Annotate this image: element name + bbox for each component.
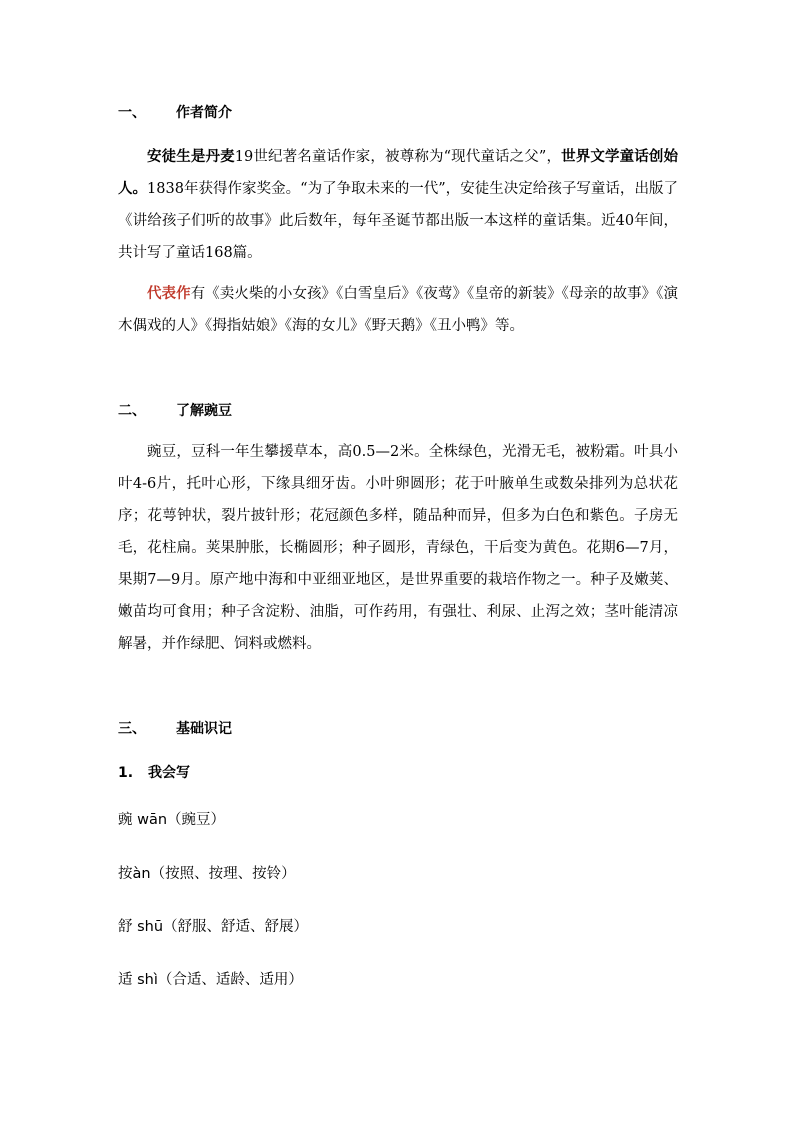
section-title: 了解豌豆: [176, 403, 232, 419]
subheading-title: 我会写: [148, 765, 190, 781]
pea-paragraph: [118, 436, 678, 660]
section-title: 作者简介: [176, 105, 232, 121]
section-number: 三、: [118, 721, 146, 737]
subheading-i-can-write: [118, 762, 190, 782]
author-text-a: 19世纪著名童话作家，被尊称为“现代童话之父”，: [234, 149, 562, 165]
representative-works-label: 代表作: [147, 285, 191, 302]
author-paragraph: [118, 141, 678, 269]
subheading-number: 1.: [118, 765, 134, 781]
vocab-item: 适 shì（合适、适龄、适用）: [118, 972, 303, 988]
section-number: 二、: [118, 403, 146, 419]
pea-text: ，豆科一年生攀援草本，高0.5—2米。全株绿色，光滑无毛，被粉霜。叶具小叶4-6片，托叶心形，下缘具细牙齿。小叶卵圆形；花于叶腋单生或数朵排列为总状花序；花萼钟状，裂片披针形；花冠颜色多样，随品种而异，但多为白色和紫色。子房无毛，花柱扁。荚果肿胀，长椭圆形；种子圆形，青绿色，干后变为黄色。花期6—7月，果期7—9月。原产地中海和中亚细亚地区，是世界重要的栽培作物之一。种子及嫩荚、嫩苗均可食用；种子含淀粉、油脂，可作药用，有强壮、利尿、止泻之效；茎叶能清凉解暑，并作绿肥、饲料或燃料。: [118, 444, 678, 652]
author-text-b: 1838年获得作家奖金。“为了争取未来的一代”，安徒生决定给孩子写童话，出版了《讲给孩子们听的故事》此后数年，每年圣诞节都出版一本这样的童话集。近40年间，共计写了童话168篇。: [118, 181, 678, 261]
section-heading-pea: [118, 400, 232, 420]
author-bold-title: 世界文学童话创始人。: [118, 148, 679, 197]
representative-works-paragraph: [118, 278, 678, 342]
section-number: 一、: [118, 105, 146, 121]
vocab-item: 按àn（按照、按理、按铃）: [118, 866, 296, 882]
section-heading-basics: [118, 718, 232, 738]
author-bold-lead: 安徒生是丹麦: [147, 148, 235, 165]
vocab-item: 豌 wān（豌豆）: [118, 812, 226, 828]
pea-bold-lead: 豌豆: [147, 444, 177, 460]
section-heading-author: [118, 102, 232, 122]
vocab-item: 舒 shū（舒服、舒适、舒展）: [118, 919, 309, 935]
representative-works-text: 有《卖火柴的小女孩》《白雪皇后》《夜莺》《皇帝的新装》《母亲的故事》《演木偶戏的人》《拇指姑娘》《海的女儿》《野天鹅》《丑小鸭》等。: [118, 286, 678, 334]
section-title: 基础识记: [176, 721, 232, 737]
